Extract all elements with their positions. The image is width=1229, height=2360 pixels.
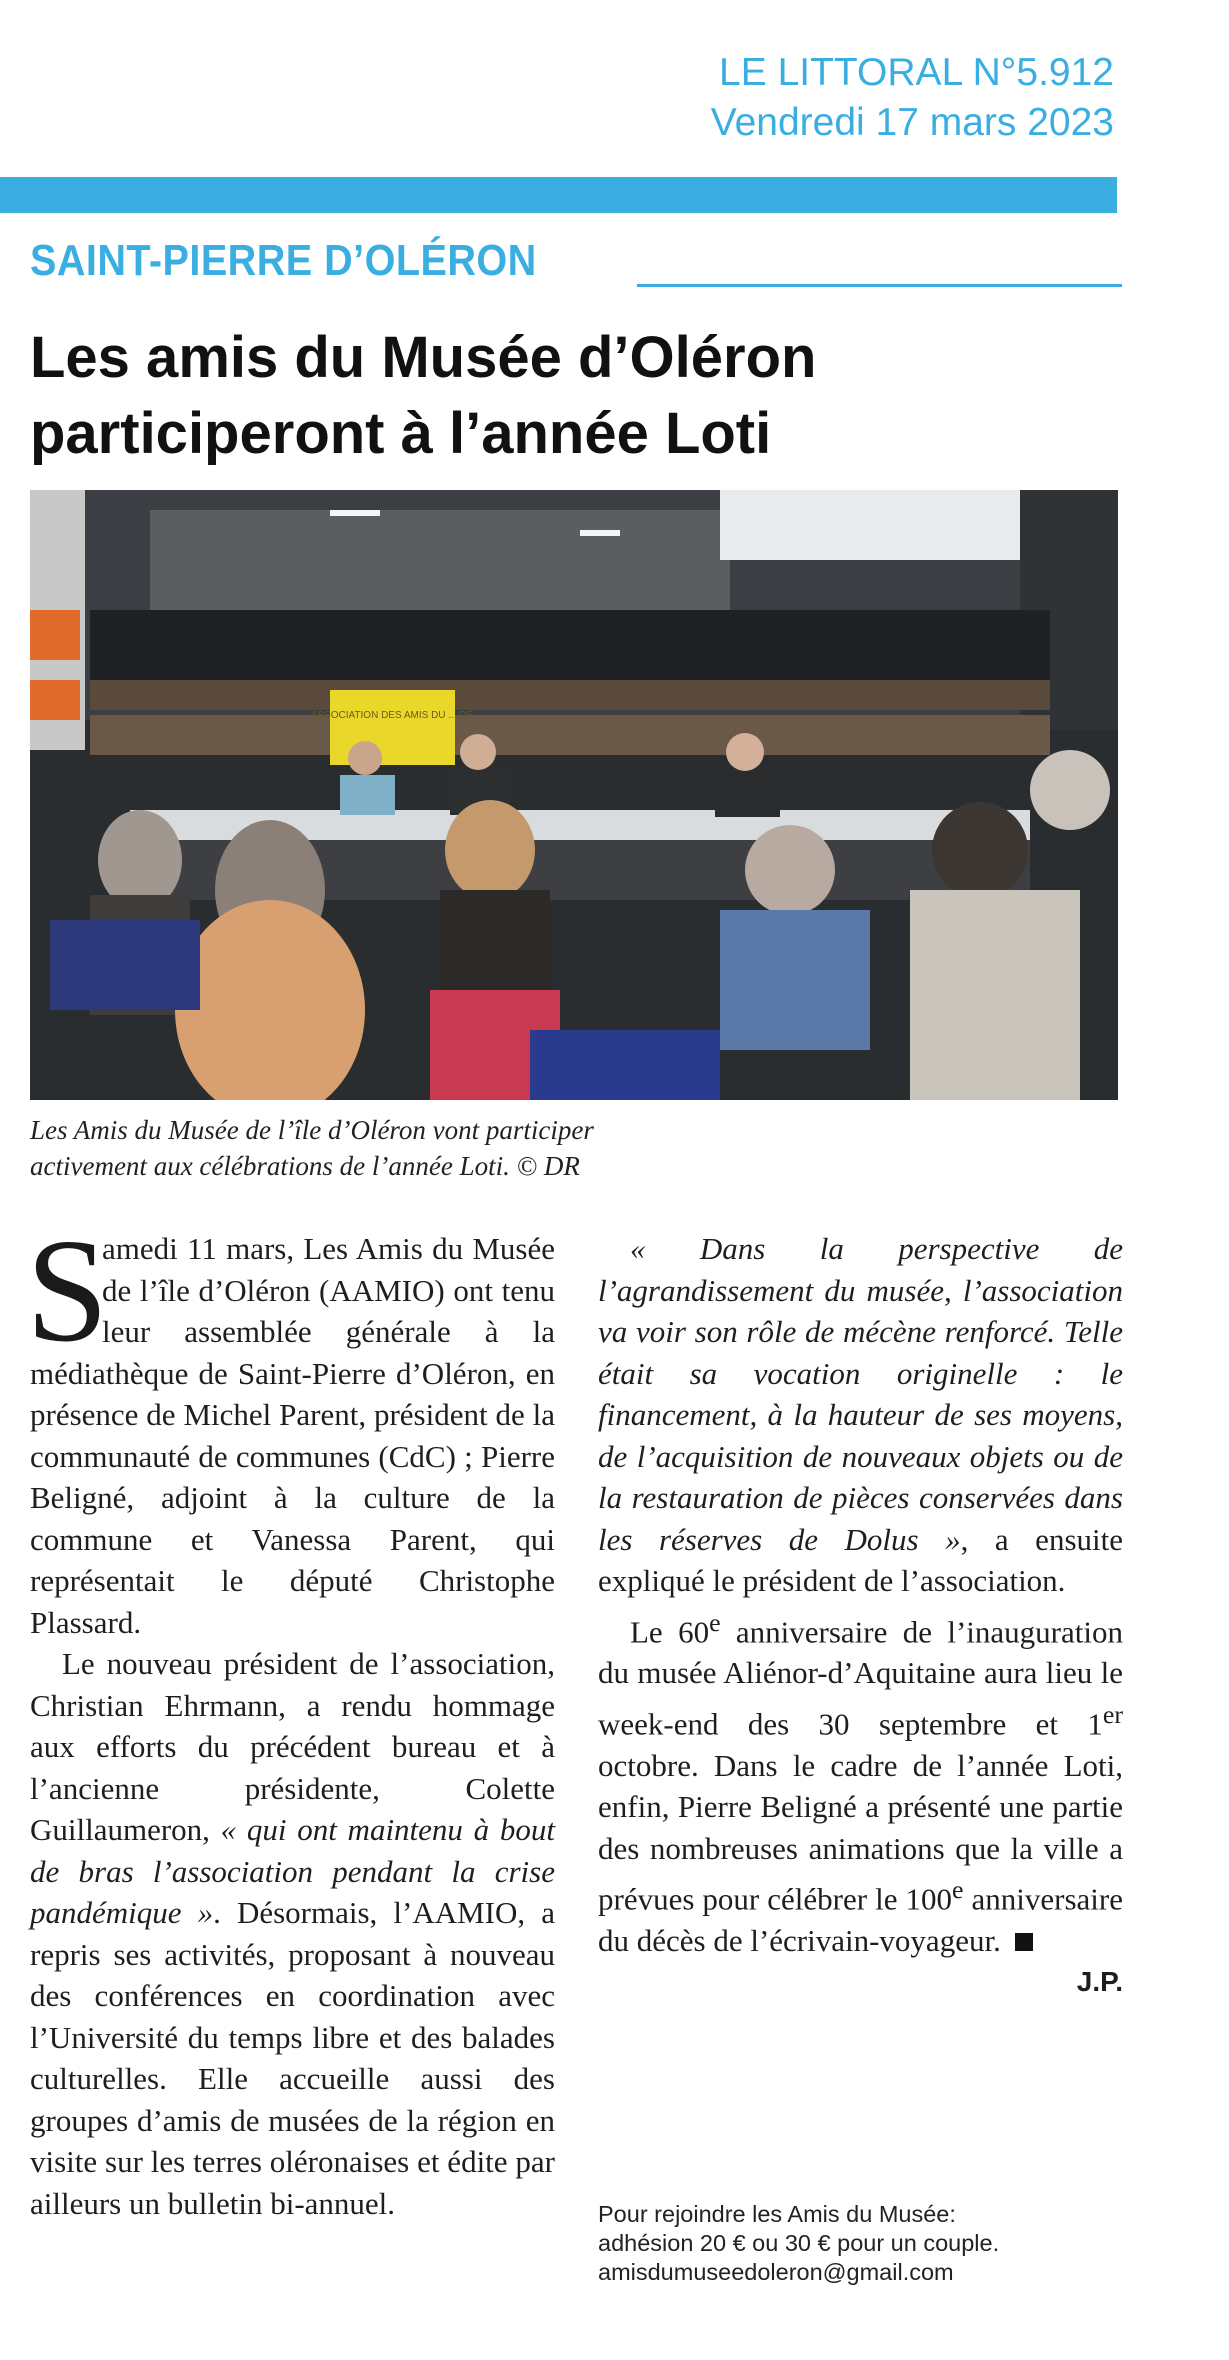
author-signature: J.P.: [1076, 1966, 1123, 1998]
section-rule: [637, 284, 1122, 287]
drop-cap: S: [26, 1209, 109, 1373]
sign-text: ASSOCIATION DES AMIS DU ... DE: [310, 710, 474, 721]
article-column-right: [598, 1228, 1123, 2003]
end-mark-icon: [1015, 1933, 1033, 1951]
article-column-left: [26, 1209, 555, 2224]
issue-date: Vendredi 17 mars 2023: [710, 101, 1114, 144]
paragraph-3-text: , a ensuite expliqué le président de l’association.: [598, 1521, 1123, 1598]
paragraph-4-text-b: anniversaire de l’inauguration du musée Aliénor-d’Aquitaine aura lieu le week-end des 30 septembre et 1: [598, 1613, 1123, 1742]
superscript-2: er: [1102, 1699, 1123, 1729]
section-header: [30, 236, 1122, 296]
byline-row: [598, 1961, 1123, 2003]
paragraph-2-text-b: . Désormais, l’AAMIO, a repris ses activités, proposant à nouveau des conférences en coordination avec l’Université du temps libre et des balades culturelles. Elle accueille aussi des groupes d’amis de musées de la région en visite sur les terres oléronaises et édite par ailleurs un bulletin bi-annuel.: [30, 1895, 555, 2221]
paragraph-4-text-c: octobre. Dans le cadre de l’année Loti, enfin, Pierre Beligné a présenté une partie des nombreuses animations que la ville a prévues pour célébrer le 100: [598, 1747, 1123, 1917]
article-paragraph-4: [598, 1602, 1123, 1962]
section-title: SAINT-PIERRE D’OLÉRON: [30, 236, 537, 285]
caption-line-2: activement aux célébrations de l’année Loti. © DR: [30, 1151, 580, 1181]
paragraph-2-quote: « qui ont maintenu à bout de bras l’association pendant la crise pandémique »: [30, 1812, 555, 1930]
article-paragraph-2: [30, 1643, 555, 2224]
headline-line-1: Les amis du Musée d’Oléron: [30, 325, 817, 390]
paragraph-4-text-a: Le 60: [630, 1613, 710, 1649]
membership-info: [598, 2200, 1123, 2287]
meeting-photo-illustration: [30, 490, 1118, 1100]
info-line-2: adhésion 20 € ou 30 € pour un couple.: [598, 2230, 1000, 2256]
issue-number: LE LITTORAL N°5.912: [719, 51, 1114, 94]
info-line-1: Pour rejoindre les Amis du Musée:: [598, 2201, 956, 2227]
contact-email: amisdumuseedoleron@gmail.com: [598, 2259, 954, 2285]
superscript-3: e: [952, 1875, 964, 1905]
masthead: [711, 48, 1114, 148]
article-paragraph-1: [26, 1209, 555, 1643]
headline-line-2: participeront à l’année Loti: [30, 401, 772, 466]
paragraph-1-text: amedi 11 mars, Les Amis du Musée de l’île d’Oléron (AAMIO) ont tenu leur assemblée générale à la médiathèque de Saint-Pierre d’Oléron, en présence de Michel Parent, président de la communauté de communes (CdC) ; Pierre Beligné, adjoint à la culture de la commune et Vanessa Parent, qui représentait le député Christophe Plassard.: [30, 1231, 555, 1640]
article-paragraph-3: [598, 1228, 1123, 1602]
caption-line-1: Les Amis du Musée de l’île d’Oléron vont participer: [30, 1115, 594, 1145]
article-photo: [30, 490, 1118, 1100]
paragraph-4-text-d: anniversaire du décès de l’écrivain-voyageur.: [598, 1881, 1123, 1958]
headline: [30, 320, 1110, 472]
accent-bar: [0, 177, 1117, 213]
photo-caption: [30, 1112, 1110, 1184]
superscript-1: e: [709, 1607, 721, 1637]
paragraph-3-quote: « Dans la perspective de l’agrandissement du musée, l’association va voir son rôle de mécène renforcé. Telle était sa vocation originelle : le financement, à la hauteur de ses moyens, de l’acquisition de nouveaux objets ou de la restauration de pièces conservées dans les réserves de Dolus »: [598, 1231, 1123, 1557]
paragraph-2-text-a: Le nouveau président de l’association, Christian Ehrmann, a rendu hommage aux efforts du précédent bureau et à l’ancienne présidente, Colette Guillaumeron,: [30, 1646, 555, 1847]
